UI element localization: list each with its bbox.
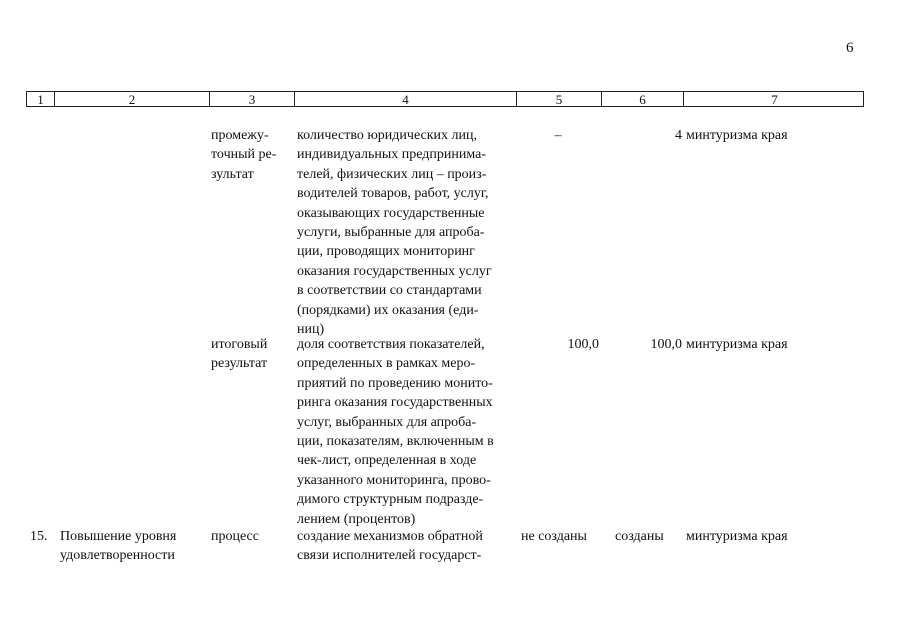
- base-value: –: [554, 128, 562, 143]
- header-col-7: 7: [683, 92, 865, 106]
- base-value: 100,0: [567, 337, 599, 352]
- indicator-cell: [297, 335, 511, 529]
- stage-line: итоговый: [211, 337, 268, 352]
- indicator-line: определенных в рамках меро-: [297, 356, 476, 372]
- indicator-line: чек-лист, определенная в ходе: [297, 453, 477, 469]
- target-value: созданы: [615, 529, 664, 544]
- indicator-line: количество юридических лиц,: [297, 128, 477, 143]
- stage-line: результат: [211, 356, 268, 372]
- target-value: 100,0: [650, 337, 682, 352]
- indicator-line: связи исполнителей государст-: [297, 548, 482, 564]
- indicator-line: ринга оказания государственных: [297, 395, 493, 411]
- stage-line: процесс: [211, 529, 259, 544]
- indicator-cell: [297, 527, 511, 566]
- indicator-line: создание механизмов обратной: [297, 529, 483, 544]
- indicator-line: в соответствии со стандартами: [297, 283, 482, 299]
- indicator-line: ниц): [297, 322, 325, 338]
- header-col-3: 3: [209, 92, 294, 106]
- header-col-2: 2: [54, 92, 209, 106]
- responsible: минтуризма края: [686, 128, 788, 143]
- measure-name: [60, 527, 206, 566]
- stage-cell: [211, 335, 293, 374]
- indicator-line: оказывающих государственные: [297, 205, 485, 221]
- indicator-line: телей, физических лиц – произ-: [297, 166, 487, 182]
- measure-name-line: удовлетворенности: [60, 548, 175, 564]
- indicator-line: услуг, выбранных для апроба-: [297, 414, 477, 430]
- indicator-line: указанного мониторинга, прово-: [297, 472, 491, 488]
- indicator-line: доля соответствия показателей,: [297, 337, 485, 352]
- indicator-line: (порядками) их оказания (еди-: [297, 302, 479, 318]
- stage-line: промежу-: [211, 128, 269, 143]
- base-value: не созданы: [521, 529, 587, 544]
- indicator-line: ции, проводящих мониторинг: [297, 244, 475, 260]
- stage-line: точный ре-: [211, 147, 277, 163]
- stage-line: зультат: [211, 166, 254, 182]
- indicator-line: оказания государственных услуг: [297, 263, 492, 279]
- stage-cell: [211, 527, 293, 546]
- table-header-row: [26, 91, 864, 107]
- indicator-line: водителей товаров, работ, услуг,: [297, 186, 489, 202]
- header-col-6: 6: [601, 92, 683, 106]
- header-col-1: 1: [37, 92, 44, 107]
- header-col-4: 4: [294, 92, 516, 106]
- row-number: 15.: [30, 529, 48, 544]
- header-col-5: 5: [516, 92, 601, 106]
- indicator-line: лением (процентов): [297, 511, 416, 527]
- responsible: минтуризма края: [686, 337, 788, 352]
- page-number: 6: [846, 40, 854, 56]
- target-value: 4: [675, 128, 682, 143]
- indicator-line: индивидуальных предпринима-: [297, 147, 486, 163]
- indicator-line: димого структурным подразде-: [297, 492, 484, 508]
- indicator-cell: [297, 126, 511, 339]
- indicator-line: приятий по проведению монито-: [297, 375, 493, 391]
- indicator-line: ции, показателям, включенным в: [297, 434, 494, 450]
- measure-name-line: Повышение уровня: [60, 529, 177, 544]
- stage-cell: [211, 126, 293, 184]
- indicator-line: услуги, выбранные для апроба-: [297, 225, 485, 241]
- responsible: минтуризма края: [686, 529, 788, 544]
